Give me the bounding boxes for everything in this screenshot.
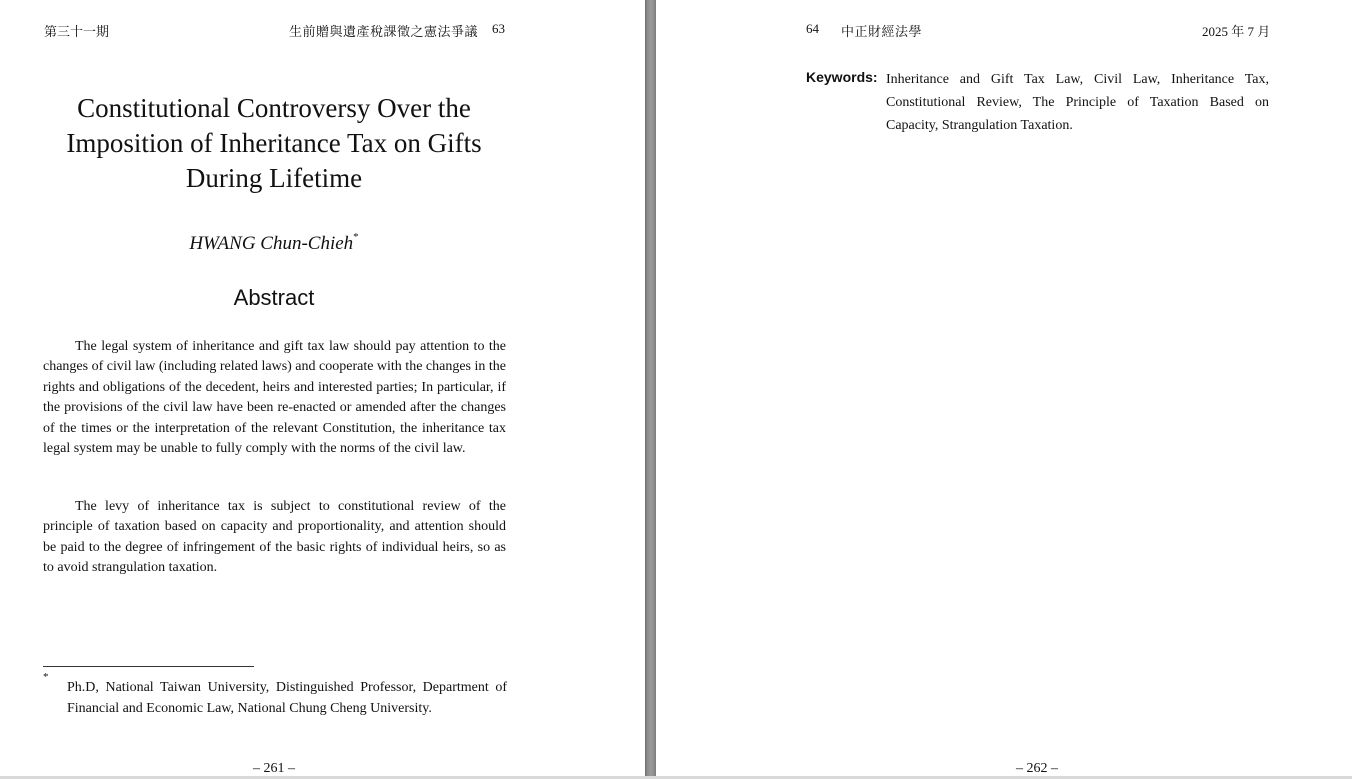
author-footnote-mark: * xyxy=(353,231,359,243)
page-folio-right: – 262 – xyxy=(1016,761,1058,776)
abstract-paragraph-1: The legal system of inheritance and gift tax law should pay attention to the changes of civil law (including related laws) and cooperate with the changes in the rights and obligations of the decedent, heirs and interested parties; In particular, if the provisions of the civil law have been re-enacted or amended after the changes of the times or the interpretation of the relevant Constitution, the inheritance tax legal system may be unable to fully comply with the norms of the civil law. xyxy=(43,339,506,457)
page-gutter-divider xyxy=(645,0,656,779)
abstract-heading: Abstract xyxy=(233,285,315,310)
left-page xyxy=(0,0,645,779)
running-head-journal: 中正財經法學 xyxy=(841,24,923,39)
page-folio-left: – 261 – xyxy=(253,761,295,776)
author-name: HWANG Chun-Chieh xyxy=(189,233,354,254)
keywords-label: Keywords: xyxy=(806,69,878,85)
author-line xyxy=(40,233,508,255)
running-head-page-number: 63 xyxy=(492,21,505,36)
abstract-paragraph-2: The levy of inheritance tax is subject to constitutional review of the principle of taxation based on capacity and proportionality, and attention should be paid to the degree of infringement of the basic rights of individual heirs, so as to avoid strangulation taxation. xyxy=(43,499,506,576)
keywords-text: Inheritance and Gift Tax Law, Civil Law, Inheritance Tax, Constitutional Review, The Principle of Taxation Based on Capacity, Strangulation Taxation. xyxy=(886,72,1269,133)
running-head-page-number-right: 64 xyxy=(806,21,819,36)
running-head-article-title: 生前贈與遺產稅課徵之憲法爭議 xyxy=(289,24,479,39)
right-page xyxy=(656,0,1352,779)
running-head-date: 2025 年 7 月 xyxy=(1202,24,1271,39)
footnote-rule xyxy=(43,666,254,667)
paper-title: Constitutional Controversy Over the Imposition of Inheritance Tax on Gifts During Lifetime xyxy=(66,93,482,193)
running-head-issue: 第三十一期 xyxy=(44,24,110,39)
footnote-text: Ph.D, National Taiwan University, Distinguished Professor, Department of Financial and Economic Law, National Chung Cheng University. xyxy=(67,680,507,716)
footnote-mark: * xyxy=(43,671,49,683)
